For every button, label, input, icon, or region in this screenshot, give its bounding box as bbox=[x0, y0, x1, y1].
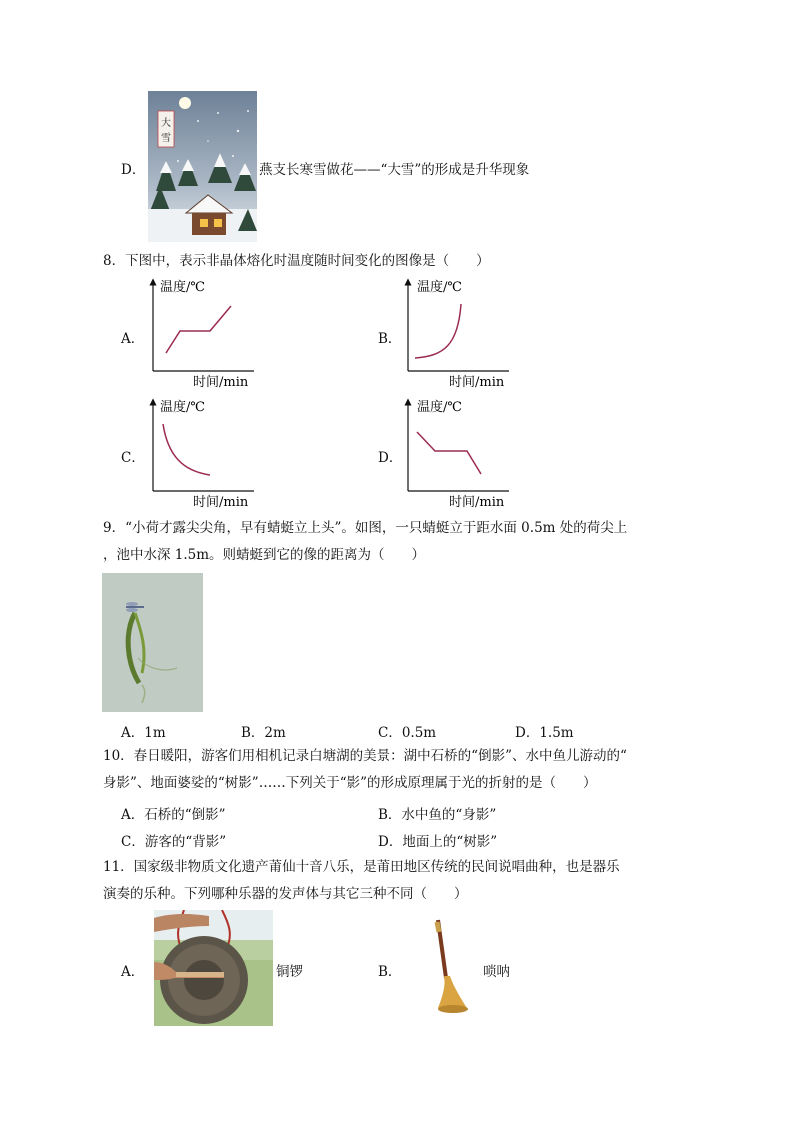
curve-c bbox=[163, 424, 210, 475]
q11-option-a-label: A． bbox=[121, 964, 145, 980]
q9-option-b: B．2m bbox=[241, 725, 286, 741]
q9-option-d: D．1.5m bbox=[515, 725, 574, 741]
suona-image bbox=[420, 918, 480, 1016]
dragonfly-lotus-image bbox=[102, 573, 203, 712]
curve-d bbox=[417, 432, 481, 474]
q8-a-xlabel: 时间/min bbox=[193, 375, 249, 388]
q10-option-b: B．水中鱼的“身影” bbox=[378, 807, 497, 823]
curve-b bbox=[415, 304, 461, 358]
curve-a bbox=[166, 306, 231, 353]
q9-stem-line1: 9．“小荷才露尖尖角，早有蜻蜓立上头”。如图，一只蜻蜓立于距水面 0.5m 处的荷尖上 bbox=[103, 520, 628, 536]
q8-stem: 8．下图中，表示非晶体熔化时温度随时间变化的图像是（ ） bbox=[103, 253, 490, 269]
q8-d-ylabel: 温度/℃ bbox=[417, 400, 462, 415]
q10-stem-line1: 10．春日暖阳，游客们用相机记录白塘湖的美景：湖中石桥的“倒影”、水中鱼儿游动的“ bbox=[103, 748, 627, 764]
q11-stem-line1: 11．国家级非物质文化遗产莆仙十音八乐，是莆田地区传统的民间说唱曲种，也是器乐 bbox=[103, 859, 620, 875]
q8-b-ylabel: 温度/℃ bbox=[417, 280, 462, 295]
q9-option-a: A．1m bbox=[121, 725, 166, 741]
q8-graph-a bbox=[148, 276, 260, 388]
q8-c-xlabel: 时间/min bbox=[193, 495, 249, 508]
snow-image-char-2: 雪 bbox=[161, 133, 171, 144]
q8-d-xlabel: 时间/min bbox=[449, 495, 505, 508]
q8-graph-c bbox=[148, 396, 260, 508]
q8-option-d-label: D． bbox=[378, 450, 403, 466]
q9-stem-line2: ，池中水深 1.5m。则蜻蜓到它的像的距离为（ ） bbox=[103, 547, 426, 563]
q11-stem-line2: 演奏的乐种。下列哪种乐器的发声体与其它三种不同（ ） bbox=[103, 886, 468, 902]
q10-option-d: D．地面上的“树影” bbox=[378, 834, 498, 850]
q8-a-ylabel: 温度/℃ bbox=[160, 280, 205, 295]
q8-b-xlabel: 时间/min bbox=[449, 375, 505, 388]
q7-option-d-label: D． bbox=[121, 162, 146, 178]
q10-option-a: A．石桥的“倒影” bbox=[121, 807, 226, 823]
q8-option-a-label: A． bbox=[121, 331, 145, 347]
snow-image-char-1: 大 bbox=[161, 118, 171, 129]
q11-option-a-text: 铜锣 bbox=[276, 964, 303, 980]
q8-option-b-label: B． bbox=[378, 331, 402, 347]
q8-graph-b bbox=[403, 276, 515, 388]
q9-option-c: C．0.5m bbox=[378, 725, 437, 741]
q8-option-c-label: C． bbox=[121, 450, 145, 466]
q8-graph-d bbox=[403, 396, 515, 508]
q10-stem-line2: 身影”、地面婆娑的“树影”……下列关于“影”的形成原理属于光的折射的是（ ） bbox=[103, 775, 597, 791]
q8-c-ylabel: 温度/℃ bbox=[160, 400, 205, 415]
q7-option-d-text: 燕支长寒雪做花——“大雪”的形成是升华现象 bbox=[259, 162, 530, 178]
snow-scene-image bbox=[148, 91, 257, 242]
gong-image bbox=[154, 910, 273, 1026]
q11-option-b-label: B． bbox=[378, 964, 402, 980]
q10-option-c: C．游客的“背影” bbox=[121, 834, 227, 850]
q11-option-b-text: 唢呐 bbox=[483, 964, 510, 980]
